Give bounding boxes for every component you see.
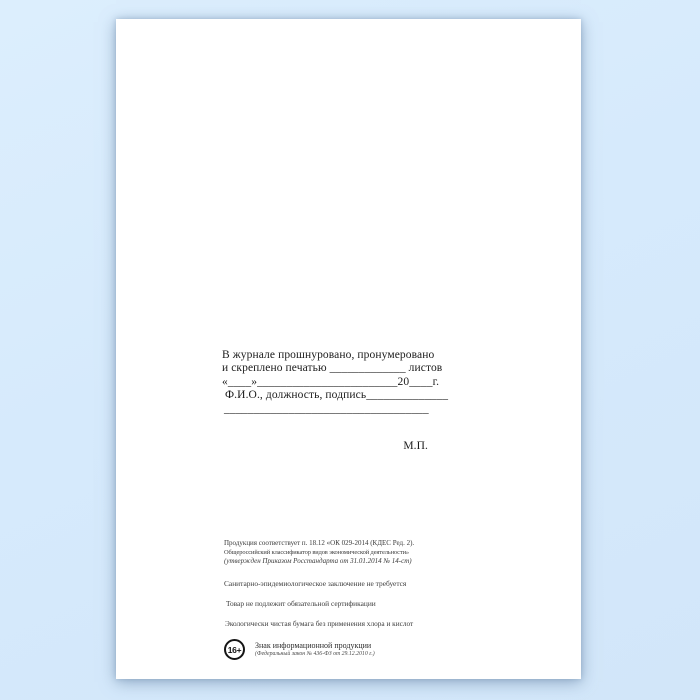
compliance-block: [224, 539, 454, 660]
eco-note: Экологически чистая бумага без применения хлора и кислот: [225, 619, 414, 628]
certify-line-date: «____»________________________20____г.: [222, 375, 440, 388]
age-rating-label: Знак информационной продукции: [255, 641, 372, 650]
age-rating-row: [224, 639, 454, 660]
age-rating-badge: 16+: [224, 639, 245, 660]
product-compliance-line-1: Продукция соответствует п. 18.12 «ОК 029-2014 (КДЕС Ред. 2).: [224, 539, 415, 547]
sanitary-note: Санитарно-эпидемиологическое заключение не требуется: [224, 579, 407, 588]
certify-line-signature: Ф.И.О., должность, подпись______________: [225, 389, 449, 402]
document-page: [116, 19, 581, 679]
certify-line-1: В журнале прошнуровано, пронумеровано: [222, 349, 435, 361]
age-rating-text: [255, 639, 375, 658]
product-compliance-line-2: Общероссийский классификатор видов экономической деятельности»: [224, 549, 410, 556]
certification-block: [222, 349, 449, 453]
product-compliance-line-3: (утвержден Приказом Росстандарта от 31.01.2014 № 14-ст): [224, 557, 412, 565]
age-rating-law: (Федеральный закон № 436-ФЗ от 29.12.2010 г.): [255, 651, 375, 657]
certify-line-blank: ___________________________________: [224, 402, 429, 415]
certify-line-2: и скреплено печатью _____________ листов: [222, 362, 443, 375]
stamp-place-label: М.П.: [403, 440, 428, 453]
certification-note: Товар не подлежит обязательной сертификации: [226, 599, 376, 608]
